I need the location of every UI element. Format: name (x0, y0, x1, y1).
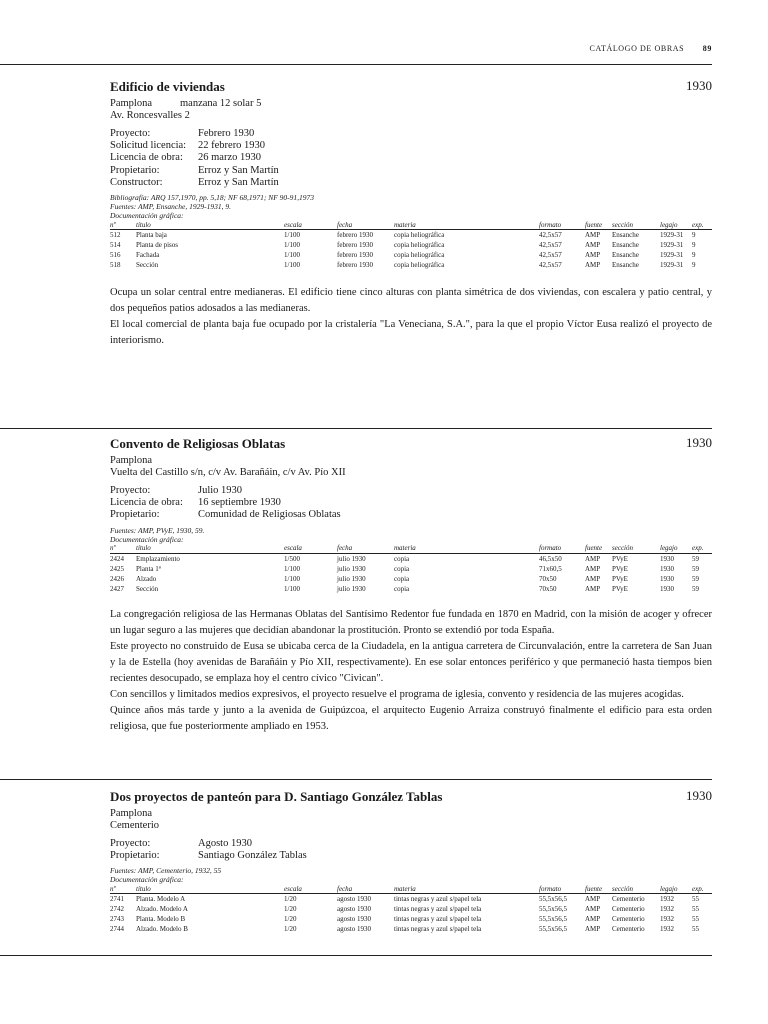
column-header: formato (539, 884, 585, 894)
header-row (110, 884, 712, 894)
column-header: sección (612, 884, 660, 894)
table-header (110, 884, 712, 894)
table-cell: julio 1930 (337, 564, 366, 573)
table-cell: 2741 (110, 895, 124, 904)
table-cell: 42,5x57 (539, 261, 562, 270)
doc-label: Documentación gráfica: (110, 875, 184, 885)
table-cell: julio 1930 (337, 574, 366, 583)
table-cell: copia heliográfica (394, 241, 445, 250)
column-header: fuente (585, 220, 612, 230)
table-cell: 9 (692, 231, 696, 240)
column-header: nº (110, 220, 136, 230)
table-cell: 1930 (660, 554, 674, 563)
fact-label: Propietario: (110, 164, 160, 176)
sources: Fuentes: AMP, Cementerio, 1932, 55 (110, 866, 222, 876)
table-cell: Ensanche (612, 251, 639, 260)
fact-value: Santiago González Tablas (198, 850, 307, 862)
column-header: título (136, 544, 284, 554)
table-cell: febrero 1930 (337, 241, 373, 250)
address: Cementerio (110, 820, 159, 831)
paragraph: El local comercial de planta baja fue ocupado por la cristalería "La Veneciana, S.A.", para la que el propio Víctor Eusa realizó el proyecto de interiorismo. (110, 319, 712, 347)
table-cell: 42,5x57 (539, 231, 562, 240)
table-cell: copia heliográfica (394, 231, 445, 240)
table-cell: 1932 (660, 925, 674, 934)
table-cell: agosto 1930 (337, 925, 372, 934)
city: Pamplona (110, 808, 152, 819)
table-cell: PVyE (612, 564, 628, 573)
table-cell: tintas negras y azul s/papel tela (394, 915, 482, 924)
table-cell: 55 (692, 895, 699, 904)
table-cell: AMP (585, 251, 601, 260)
table-cell: 1930 (660, 564, 674, 573)
table-cell: febrero 1930 (337, 261, 373, 270)
fact-value: Julio 1930 (198, 485, 243, 496)
table-row (110, 230, 712, 241)
table-cell: 518 (110, 261, 121, 270)
table-cell: 55,5x56,5 (539, 895, 567, 904)
location-line (110, 455, 712, 467)
table-cell: 55,5x56,5 (539, 915, 567, 924)
doc-label: Documentación gráfica: (110, 534, 184, 544)
entry-separator (0, 779, 712, 780)
table-cell: Alzado. Modelo A (136, 905, 188, 914)
table-cell: 1/100 (284, 231, 300, 240)
entry-title: Dos proyectos de panteón para D. Santiago González Tablas (110, 789, 443, 804)
fact-row (110, 485, 712, 497)
fact-row (110, 128, 712, 140)
table-cell: Ensanche (612, 261, 639, 270)
table-cell: Sección (136, 261, 159, 270)
table-row (110, 904, 712, 914)
table-row (110, 924, 712, 934)
table-cell: 1/100 (284, 584, 300, 593)
table-cell: 70x50 (539, 574, 557, 583)
table-cell: 1/100 (284, 574, 300, 583)
table-row (110, 894, 712, 905)
table-cell: PVyE (612, 584, 628, 593)
table-cell: 1/100 (284, 241, 300, 250)
fact-value: Erroz y San Martín (198, 176, 279, 188)
fact-value: Erroz y San Martín (198, 164, 279, 176)
fact-value: Febrero 1930 (198, 128, 255, 139)
table-body (110, 894, 712, 935)
table-cell: Planta de pisos (136, 241, 178, 250)
fact-label: Propietario: (110, 850, 160, 862)
table-cell: PVyE (612, 574, 628, 583)
header-row (110, 220, 712, 230)
column-header: título (136, 220, 284, 230)
fact-row (110, 152, 712, 164)
catalog-entry (110, 435, 712, 735)
sources: Fuentes: AMP, Ensanche, 1929-1931, 9. (110, 202, 231, 212)
table-cell: febrero 1930 (337, 251, 373, 260)
table-cell: agosto 1930 (337, 915, 372, 924)
table-cell: PVyE (612, 554, 628, 563)
table-cell: AMP (585, 915, 601, 924)
table-body (110, 553, 712, 594)
table-cell: 59 (692, 554, 699, 563)
running-title: CATÁLOGO DE OBRAS (589, 44, 685, 53)
table-cell: 1930 (660, 584, 674, 593)
table-cell: copia (394, 584, 410, 593)
fact-value: Comunidad de Religiosas Oblatas (198, 509, 341, 521)
table-cell: Ensanche (612, 231, 639, 240)
fact-value: 22 febrero 1930 (198, 140, 266, 152)
table-cell: 2425 (110, 564, 124, 573)
address: Av. Roncesvalles 2 (110, 110, 190, 121)
column-header: legajo (660, 544, 692, 554)
table-cell: Cementerio (612, 925, 645, 934)
table-cell: 55,5x56,5 (539, 905, 567, 914)
table-cell: 1929-31 (660, 261, 684, 270)
column-header: nº (110, 884, 136, 894)
paragraph: Este proyecto no construido de Eusa se ubicaba cerca de la Ciudadela, en la antigua carretera de Circunvalación, entre la carretera de San Juan y la de Estella (hoy avenidas de Barañáin y Pío XII, respectivamente). En ese solar entonces periférico y que permaneció hasta tiempos bien recientes desocupado, se emplaza hoy el centro cívico "Civican". (110, 640, 712, 684)
table-cell: copia (394, 554, 410, 563)
table-row (110, 240, 712, 250)
table-cell: 1929-31 (660, 251, 684, 260)
header-row (110, 544, 712, 554)
entry-year: 1930 (686, 435, 712, 450)
table-cell: 2424 (110, 554, 124, 563)
table-cell: copia heliográfica (394, 251, 445, 260)
table-cell: 1/20 (284, 895, 297, 904)
column-header: escala (284, 220, 337, 230)
sources: Fuentes: AMP, PVyE, 1930, 59. (110, 525, 205, 535)
table-cell: Cementerio (612, 905, 645, 914)
bibliography: Bibliografía: ARQ 157,1970, pp. 5,18; NF 68,1971; NF 90-91,1973 (110, 193, 315, 203)
address: Vuelta del Castillo s/n, c/v Av. Barañáin, c/v Av. Pío XII (110, 467, 346, 478)
column-header: formato (539, 220, 585, 230)
table-cell: 516 (110, 251, 121, 260)
entry-year: 1930 (686, 78, 712, 93)
table-cell: Cementerio (612, 915, 645, 924)
table-cell: tintas negras y azul s/papel tela (394, 895, 482, 904)
table-cell: Planta. Modelo A (136, 895, 186, 904)
table-cell: 55 (692, 925, 699, 934)
table-cell: Cementerio (612, 895, 645, 904)
table-cell: 2743 (110, 915, 124, 924)
table-cell: 2742 (110, 905, 124, 914)
column-header: legajo (660, 884, 692, 894)
table-cell: 59 (692, 574, 699, 583)
fact-value: Agosto 1930 (198, 838, 252, 849)
table-cell: julio 1930 (337, 584, 366, 593)
table-cell: Ensanche (612, 241, 639, 250)
table-cell: AMP (585, 564, 601, 573)
table-cell: AMP (585, 905, 601, 914)
table-row (110, 914, 712, 924)
column-header: sección (612, 544, 660, 554)
column-header: escala (284, 544, 337, 554)
facts-list (110, 485, 712, 522)
table-cell: 1/100 (284, 251, 300, 260)
location (110, 808, 712, 832)
table-cell: 512 (110, 231, 121, 240)
column-header: nº (110, 544, 136, 554)
table-cell: AMP (585, 554, 601, 563)
description (110, 285, 712, 349)
table-cell: 55,5x56,5 (539, 925, 567, 934)
table-cell: 514 (110, 241, 121, 250)
table-cell: 1/500 (284, 554, 300, 563)
page-number: 89 (702, 44, 712, 53)
column-header: exp. (692, 220, 712, 230)
facts-list (110, 838, 712, 862)
table-row (110, 564, 712, 574)
table-cell: AMP (585, 895, 601, 904)
table-cell: 59 (692, 584, 699, 593)
location-line (110, 98, 712, 110)
column-header: sección (612, 220, 660, 230)
table-cell: Sección (136, 584, 159, 593)
column-header: fuente (585, 884, 612, 894)
table-cell: tintas negras y azul s/papel tela (394, 925, 482, 934)
table-cell: 9 (692, 251, 696, 260)
table-cell: 9 (692, 261, 696, 270)
table-cell: AMP (585, 231, 601, 240)
table-cell: AMP (585, 584, 601, 593)
plot-info: manzana 12 solar 5 (180, 98, 262, 109)
fact-label: Propietario: (110, 509, 160, 521)
table-cell: agosto 1930 (337, 905, 372, 914)
table-cell: 1/20 (284, 915, 297, 924)
documents-table (110, 544, 712, 594)
fact-row (110, 165, 712, 177)
table-cell: 55 (692, 915, 699, 924)
table-cell: Planta. Modelo B (136, 915, 186, 924)
table-cell: 1930 (660, 574, 674, 583)
table-cell: Alzado (136, 574, 157, 583)
documents-table (110, 220, 712, 270)
catalog-entry (110, 788, 712, 934)
table-cell: AMP (585, 925, 601, 934)
column-header: fuente (585, 544, 612, 554)
entry-title: Edificio de viviendas (110, 79, 225, 94)
title-row (110, 788, 712, 806)
fact-label: Constructor: (110, 176, 163, 188)
table-cell: 2427 (110, 584, 124, 593)
table-cell: Fachada (136, 251, 160, 260)
fact-value: 26 marzo 1930 (198, 152, 261, 164)
table-cell: Alzado. Modelo B (136, 925, 188, 934)
table-row (110, 250, 712, 260)
table-cell: 71x60,5 (539, 564, 562, 573)
entry-title: Convento de Religiosas Oblatas (110, 436, 286, 451)
city: Pamplona (110, 455, 152, 466)
column-header: exp. (692, 884, 712, 894)
column-header: fecha (337, 544, 394, 554)
table-cell: tintas negras y azul s/papel tela (394, 905, 482, 914)
table-cell: 1/100 (284, 564, 300, 573)
table-cell: AMP (585, 261, 601, 270)
title-row (110, 78, 712, 96)
table-header (110, 544, 712, 554)
column-header: exp. (692, 544, 712, 554)
column-header: fecha (337, 884, 394, 894)
table-cell: 42,5x57 (539, 251, 562, 260)
column-header: escala (284, 884, 337, 894)
table-row (110, 260, 712, 270)
column-header: materia (394, 220, 539, 230)
doc-label: Documentación gráfica: (110, 211, 184, 221)
table-cell: 1932 (660, 905, 674, 914)
paragraph: Ocupa un solar central entre medianeras. El edificio tiene cinco alturas con planta simétrica de dos viviendas, con escalera y patio central, y dos pequeños patios adosados a las medianeras. (110, 287, 712, 315)
table-row (110, 574, 712, 584)
fact-row (110, 509, 712, 521)
running-header (590, 44, 712, 53)
title-row (110, 435, 712, 453)
paragraph: Con sencillos y limitados medios expresivos, el proyecto resuelve el programa de iglesia, convento y residencia de las mujeres acogidas. (110, 688, 684, 700)
table-cell: Planta 1ª (136, 564, 161, 573)
table-cell: 1932 (660, 895, 674, 904)
table-cell: copia (394, 564, 410, 573)
table-row (110, 584, 712, 594)
column-header: título (136, 884, 284, 894)
fact-row (110, 838, 712, 850)
table-row (110, 553, 712, 564)
table-header (110, 220, 712, 230)
location (110, 98, 712, 122)
fact-row (110, 850, 712, 862)
fact-label: Proyecto: (110, 838, 151, 849)
entry-separator (0, 955, 712, 956)
table-cell: 1/20 (284, 925, 297, 934)
fact-value: 16 septiembre 1930 (198, 497, 281, 509)
paragraph: Quince años más tarde y junto a la avenida de Guipúzcoa, el arquitecto Eugenio Arraiza construyó finalmente el edificio para esta orden religiosa, que fue posteriormente ampliado en 1953. (110, 704, 712, 732)
catalog-entry (110, 78, 712, 349)
city: Pamplona (110, 98, 152, 109)
table-cell: agosto 1930 (337, 895, 372, 904)
table-cell: 42,5x57 (539, 241, 562, 250)
location (110, 455, 712, 479)
header-rule (0, 64, 712, 65)
table-cell: 1/20 (284, 905, 297, 914)
table-body (110, 230, 712, 271)
table-cell: 1929-31 (660, 241, 684, 250)
column-header: materia (394, 884, 539, 894)
paragraph: La congregación religiosa de las Hermanas Oblatas del Santísimo Redentor fue fundada en 1870 en Madrid, con la misión de acoger y ofrecer un lugar seguro a las mujeres que decidían abandonar la prostitución. Pronto se extendió por toda España. (110, 608, 712, 636)
column-header: legajo (660, 220, 692, 230)
description (110, 607, 712, 735)
table-cell: 70x50 (539, 584, 557, 593)
column-header: formato (539, 544, 585, 554)
facts-list (110, 128, 712, 189)
entry-separator (0, 428, 712, 429)
fact-label: Licencia de obra: (110, 497, 183, 509)
fact-label: Proyecto: (110, 485, 151, 496)
table-cell: 9 (692, 241, 696, 250)
table-cell: julio 1930 (337, 554, 366, 563)
table-cell: 1932 (660, 915, 674, 924)
table-cell: Planta baja (136, 231, 167, 240)
table-cell: AMP (585, 574, 601, 583)
table-cell: 55 (692, 905, 699, 914)
table-cell: 46,5x50 (539, 554, 562, 563)
fact-label: Solicitud licencia: (110, 140, 187, 152)
documents-table (110, 884, 712, 934)
table-cell: 1/100 (284, 261, 300, 270)
table-cell: 2744 (110, 925, 124, 934)
table-cell: copia (394, 574, 410, 583)
location-line (110, 808, 712, 820)
table-cell: 2426 (110, 574, 124, 583)
fact-row (110, 177, 712, 189)
entry-year: 1930 (686, 788, 712, 803)
column-header: fecha (337, 220, 394, 230)
fact-label: Licencia de obra: (110, 152, 183, 164)
table-cell: copia heliográfica (394, 261, 445, 270)
table-cell: 1929-31 (660, 231, 684, 240)
table-cell: Emplazamiento (136, 554, 180, 563)
fact-row (110, 140, 712, 152)
fact-row (110, 497, 712, 509)
table-cell: AMP (585, 241, 601, 250)
fact-label: Proyecto: (110, 128, 151, 139)
table-cell: febrero 1930 (337, 231, 373, 240)
column-header: materia (394, 544, 539, 554)
table-cell: 59 (692, 564, 699, 573)
